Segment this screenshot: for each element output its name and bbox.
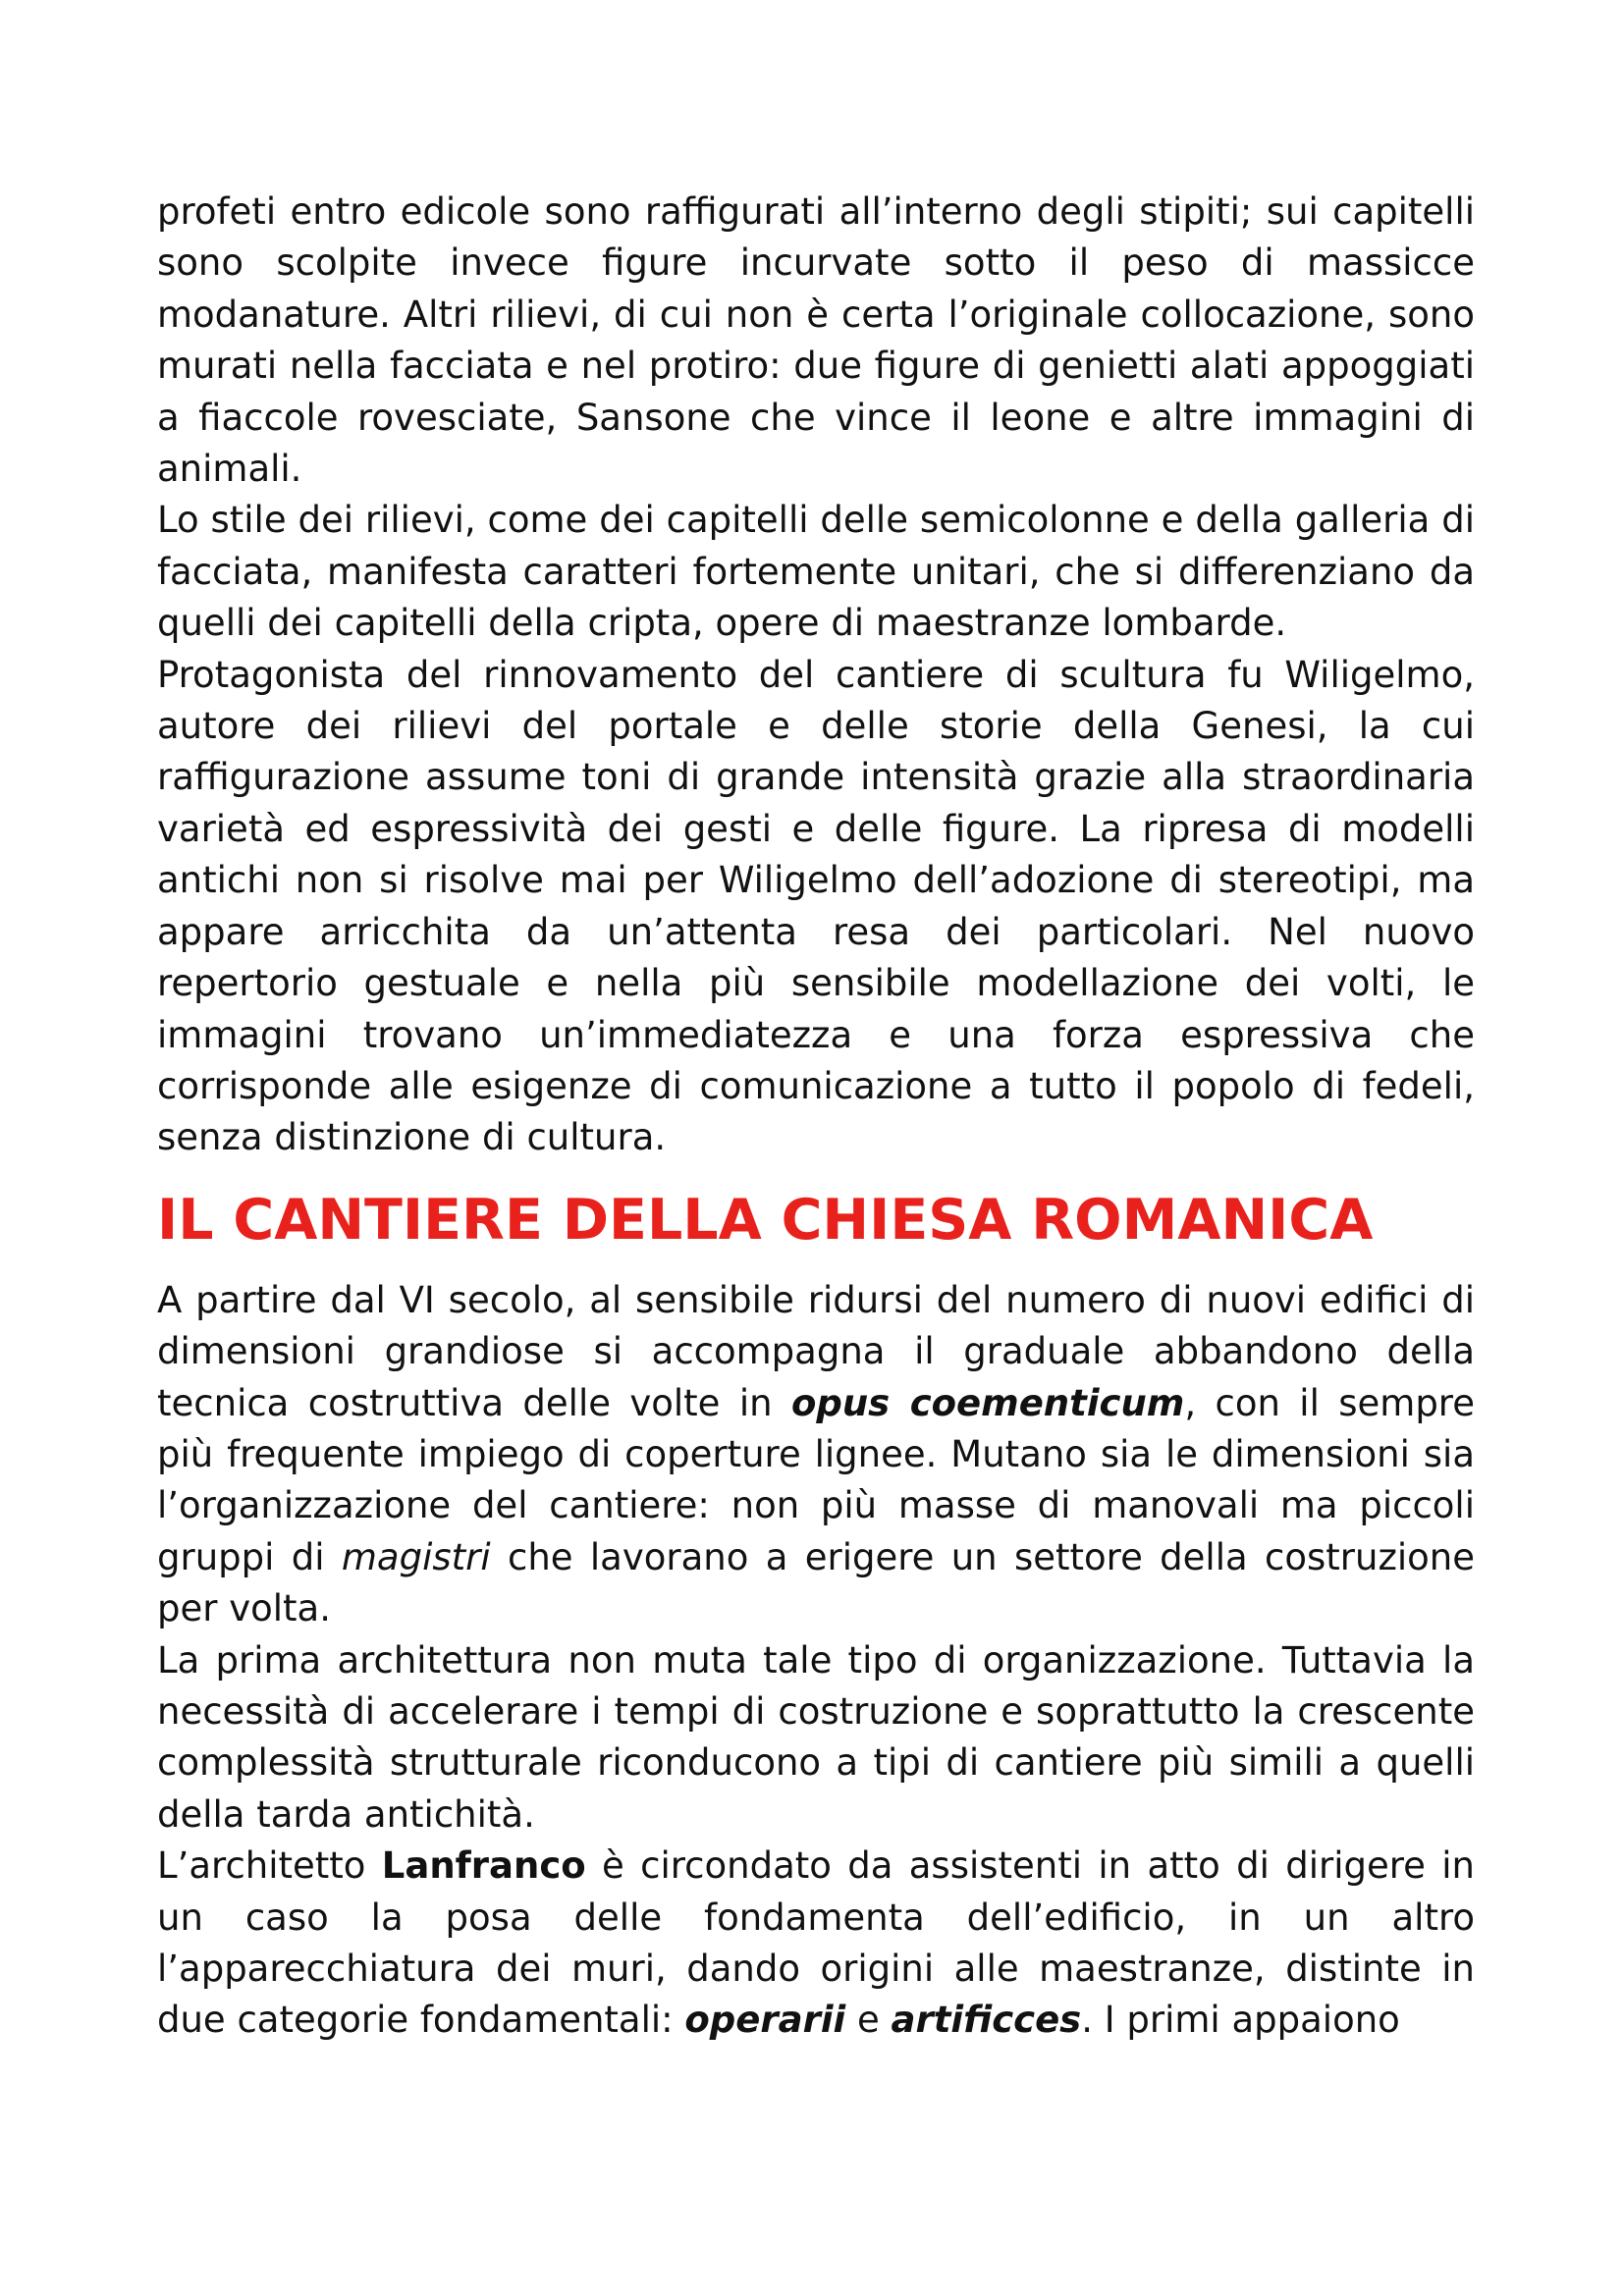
p4-text-3: che lavorano a erigere un settore della costruzione per volta. <box>157 1535 1475 1630</box>
term-magistri: magistri <box>341 1535 491 1578</box>
term-operarii: operarii <box>684 1999 846 2042</box>
p6-text-3: e <box>845 1999 892 2042</box>
paragraph-wiligelmo: Protagonista del rinnovamento del cantiere di scultura fu Wiligelmo, autore dei rilievi del portale e delle storie della Genesi, la cui raffigurazione assume toni di grande intensità grazie alla straordinaria varietà ed espressività dei gesti e delle figure. La ripresa di modelli antichi non si risolve mai per Wiligelmo dell’adozione di stereotipi, ma appare arricchita da un’attenta resa dei particolari. Nel nuovo repertorio gestuale e nella più sensibile modellazione dei volti, le immagini trovano un’immediatezza e una forza espressiva che corrisponde alle esigenze di comunicazione a tutto il popolo di fedeli, senza distinzione di cultura. <box>157 653 1475 1159</box>
term-artificces: artificces <box>891 1999 1082 2042</box>
name-lanfranco: Lanfranco <box>381 1844 586 1888</box>
section-heading: IL CANTIERE DELLA CHIESA ROMANICA <box>157 1187 1374 1253</box>
p6-text-2: è circondato da assistenti in atto di dirigere in un caso la posa delle fondamenta dell’edificio, in un altro l’apparecchiatura dei muri, dando origini alle maestranze, distinte in due categorie fondamentali: <box>157 1844 1475 2042</box>
p4-text-1: A partire dal VI secolo, al sensibile ridursi del numero di nuovi edifici di dimensioni grandiose si accompagna il graduale abbandono della tecnica costruttiva delle volte in <box>157 1278 1475 1424</box>
paragraph-first-architecture: La prima architettura non muta tale tipo di organizzazione. Tuttavia la necessità di accelerare i tempi di costruzione e soprattutto la crescente complessità strutturale riconducono a tipi di cantiere più simili a quelli della tarda antichità. <box>157 1638 1475 1836</box>
p6-text-4: . I primi appaiono <box>1081 1999 1400 2042</box>
paragraph-lanfranco <box>157 1841 1475 2047</box>
p4-text-2: , con il sempre più frequente impiego di coperture lignee. Mutano sia le dimensioni sia l’organizzazione del cantiere: non più masse di manovali ma piccoli gruppi di <box>157 1381 1475 1578</box>
page-body <box>157 187 1475 2047</box>
term-opus-coementicum: opus coementicum <box>790 1381 1185 1424</box>
paragraph-relief-style: Lo stile dei rilievi, come dei capitelli delle semicolonne e della galleria di facciata, manifesta caratteri fortemente unitari, che si differenziano da quelli dei capitelli della cripta, opere di maestranze lombarde. <box>157 499 1475 645</box>
paragraph-sixth-century <box>157 1275 1475 1635</box>
p6-text-1: L’architetto <box>157 1844 382 1888</box>
paragraph-prophets: profeti entro edicole sono raffigurati all’interno degli stipiti; sui capitelli sono scolpite invece figure incurvate sotto il peso di massicce modanature. Altri rilievi, di cui non è certa l’originale collocazione, sono murati nella facciata e nel protiro: due figure di genietti alati appoggiati a fiaccole rovesciate, Sansone che vince il leone e altre immagini di animali. <box>157 190 1475 491</box>
